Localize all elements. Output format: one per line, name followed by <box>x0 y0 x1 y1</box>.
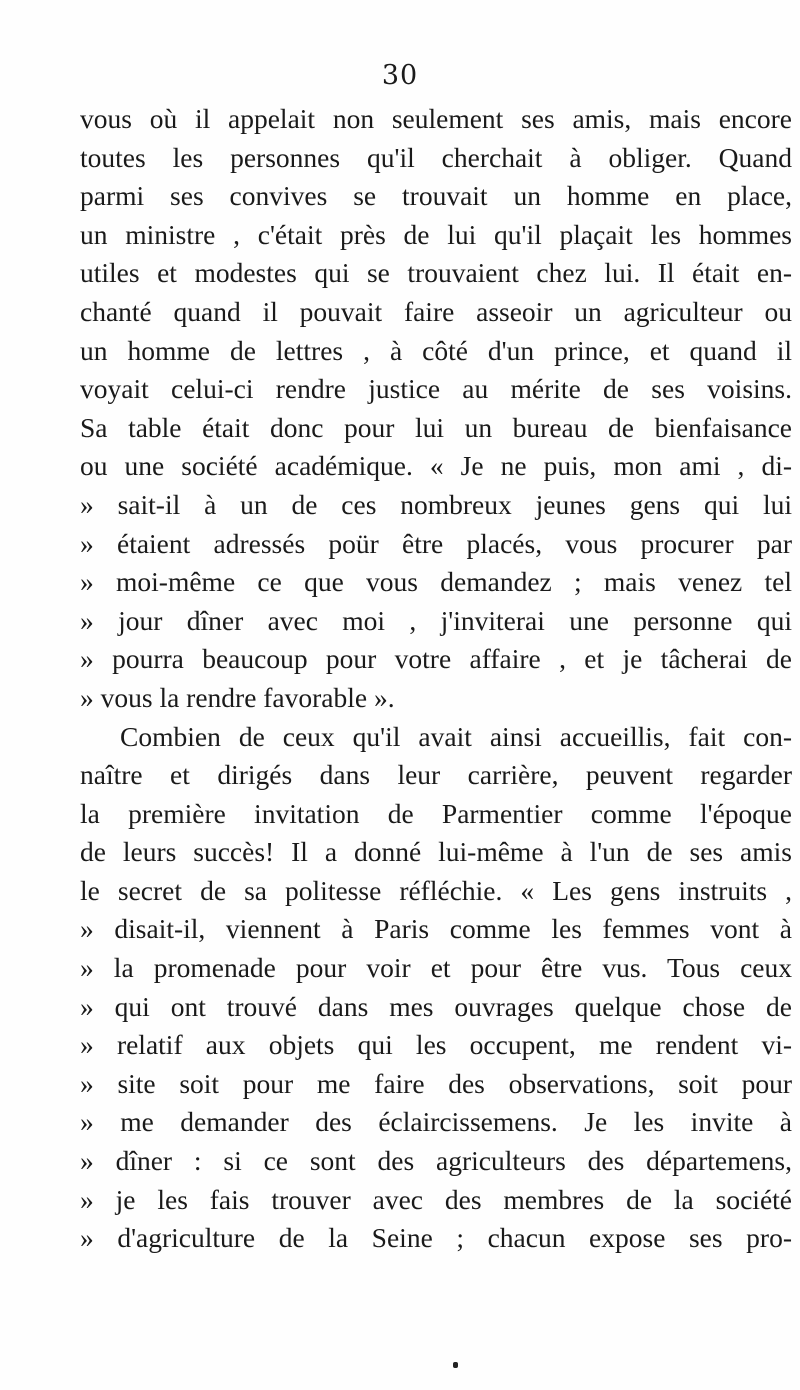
text-line: parmi ses convives se trouvait un homme en place, <box>80 180 792 212</box>
text-line: » disait-il, viennent à Paris comme les femmes vont à <box>80 913 792 945</box>
text-line: » site soit pour me faire des observations, soit pour <box>80 1067 792 1099</box>
text-line: » jour dîner avec moi , j'inviterai une personne qui <box>80 604 792 636</box>
text-line: un ministre , c'était près de lui qu'il plaçait les hommes <box>80 218 792 250</box>
text-line: » la promenade pour voir et pour être vus. Tous ceux <box>80 952 792 984</box>
text-line: naître et dirigés dans leur carrière, peuvent regarder <box>80 759 792 791</box>
text-line: » qui ont trouvé dans mes ouvrages quelque chose de <box>80 990 792 1022</box>
body-text <box>80 100 792 1258</box>
page-number: 30 <box>381 60 419 91</box>
text-line: utiles et modestes qui se trouvaient chez lui. Il était en- <box>80 257 792 289</box>
print-speck <box>453 1362 458 1368</box>
text-line: » relatif aux objets qui les occupent, me rendent vi- <box>80 1029 792 1061</box>
text-line: Combien de ceux qu'il avait ainsi accueillis, fait con- <box>120 720 792 752</box>
text-line: chanté quand il pouvait faire asseoir un agriculteur ou <box>80 295 792 327</box>
text-line: de leurs succès! Il a donné lui-même à l'un de ses amis <box>80 836 792 868</box>
text-line: Sa table était donc pour lui un bureau de bienfaisance <box>80 411 792 443</box>
text-line: » étaient adressés poür être placés, vous procurer par <box>80 527 792 559</box>
text-line: voyait celui-ci rendre justice au mérite de ses voisins. <box>80 373 792 405</box>
text-line: » vous la rendre favorable ». <box>80 681 395 713</box>
text-line: » d'agriculture de la Seine ; chacun expose ses pro- <box>80 1222 792 1254</box>
text-line: un homme de lettres , à côté d'un prince, et quand il <box>80 334 792 366</box>
text-line: » pourra beaucoup pour votre affaire , et je tâcherai de <box>80 643 792 675</box>
text-line: le secret de sa politesse réfléchie. « Les gens instruits , <box>80 874 792 906</box>
text-line: » me demander des éclaircissemens. Je les invite à <box>80 1106 792 1138</box>
text-line: ou une société académique. « Je ne puis, mon ami , di- <box>80 450 792 482</box>
text-line: » je les fais trouver avec des membres de la société <box>80 1183 792 1215</box>
text-line: toutes les personnes qu'il cherchait à obliger. Quand <box>80 141 792 173</box>
text-line: la première invitation de Parmentier comme l'époque <box>80 797 792 829</box>
text-line: » sait-il à un de ces nombreux jeunes gens qui lui <box>80 488 792 520</box>
text-line: » moi-même ce que vous demandez ; mais venez tel <box>80 566 792 598</box>
text-line: » dîner : si ce sont des agriculteurs des départemens, <box>80 1145 792 1177</box>
text-line: vous où il appelait non seulement ses amis, mais encore <box>80 103 792 134</box>
